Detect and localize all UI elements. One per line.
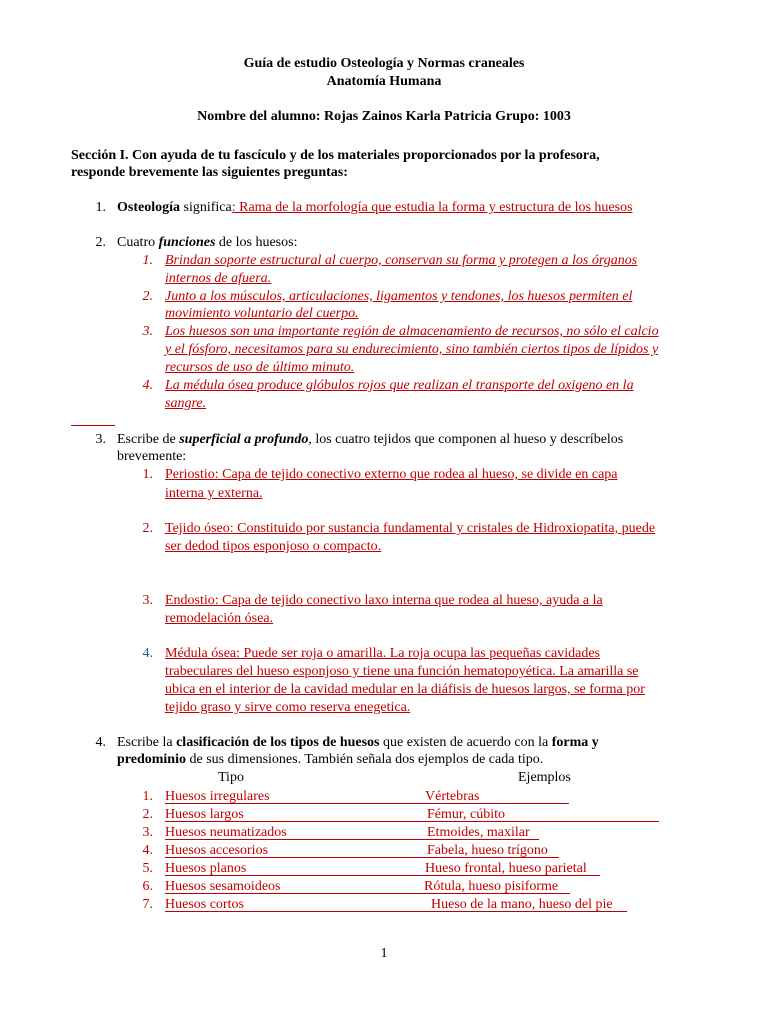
row-ejemplo: Rótula, hueso pisiforme: [424, 879, 559, 894]
suffix: , los cuatro tejidos que componen al hueso y descríbelos: [308, 432, 624, 447]
answer-line: ubica en el interior de la cavidad medular en la diáfisis de huesos largos, se forma por: [165, 682, 645, 697]
divider-line: [71, 425, 115, 426]
question-text: [117, 234, 297, 252]
row-tipo: Huesos cortos: [165, 897, 244, 912]
suffix: de sus dimensiones. También señala dos ejemplos de cada tipo.: [185, 752, 544, 767]
row-underline: [165, 911, 627, 912]
row-underline: [165, 839, 539, 840]
answer-line: Tejido óseo: Constituido por sustancia fundamental y cristales de Hidroxiopatita, puede: [165, 521, 656, 536]
term: funciones: [158, 235, 216, 250]
question-text-line-2: brevemente:: [117, 449, 187, 464]
question-number: 1.: [95, 200, 106, 215]
question-text: [117, 431, 623, 449]
answer-line: recursos de uso de último minuto.: [165, 360, 355, 375]
answer-line: remodelación ósea.: [165, 611, 274, 626]
question-text: [117, 199, 633, 217]
column-header-ejemplos: Ejemplos: [518, 770, 571, 785]
term: Osteología: [117, 200, 180, 215]
row-ejemplo: Hueso frontal, hueso parietal: [425, 861, 587, 876]
answer-line: Periostio: Capa de tejido conectivo externo que rodea al hueso, se divide en capa: [165, 467, 618, 482]
answer-line: y el fósforo, necesitamos para su endurecimiento, sino también ciertos tipos de lípidos y: [165, 342, 659, 357]
row-tipo: Huesos accesorios: [165, 843, 269, 858]
row-ejemplo: Hueso de la mano, hueso del pie: [431, 897, 613, 912]
row-tipo: Huesos irregulares: [165, 789, 270, 804]
answer-number: 1.: [142, 467, 153, 482]
row-number: 6.: [142, 879, 153, 894]
answer-line: sangre.: [165, 396, 207, 411]
row-ejemplo: Vértebras: [425, 789, 480, 804]
row-tipo: Huesos planos: [165, 861, 247, 876]
answer-line: interna y externa.: [165, 486, 263, 501]
page-number: 1: [380, 946, 388, 961]
prefix: Escribe de: [117, 432, 180, 447]
answer-line: Los huesos son una importante región de almacenamiento de recursos, no sólo el calcio: [165, 324, 659, 339]
mid: que existen de acuerdo con la: [379, 735, 552, 750]
column-header-tipo: Tipo: [218, 770, 244, 785]
row-number: 4.: [142, 843, 153, 858]
suffix: de los huesos:: [215, 235, 298, 250]
row-tipo: Huesos largos: [165, 807, 244, 822]
row-number: 7.: [142, 897, 153, 912]
row-number: 2.: [142, 807, 153, 822]
row-ejemplo: Fémur, cúbito: [427, 807, 505, 822]
row-number: 5.: [142, 861, 153, 876]
verb: significa: [180, 200, 232, 215]
answer-line: La médula ósea produce glóbulos rojos que realizan el transporte del oxigeno en la: [165, 378, 634, 393]
row-number: 1.: [142, 789, 153, 804]
question-number: 2.: [95, 235, 106, 250]
answer-number: 2.: [142, 289, 153, 304]
term: predominio: [117, 752, 186, 767]
document-title: Guía de estudio Osteología y Normas craneales: [243, 56, 525, 71]
section-heading-line-2: responde brevemente las siguientes preguntas:: [71, 165, 348, 180]
row-ejemplo: Fabela, hueso trígono: [427, 843, 548, 858]
row-tipo: Huesos sesamoideos: [165, 879, 281, 894]
answer-number: 4.: [142, 646, 153, 661]
answer-number: 1.: [142, 253, 153, 268]
answer-line: trabeculares del hueso esponjoso y tiene una función hematopoyética. La amarilla se: [165, 664, 639, 679]
term: clasificación de los tipos de huesos: [176, 735, 380, 750]
row-underline: [165, 893, 570, 894]
answer-line: Médula ósea: Puede ser roja o amarilla. La roja ocupa las pequeñas cavidades: [165, 646, 600, 661]
answer-number: 3.: [142, 324, 153, 339]
row-underline: [165, 803, 569, 804]
answer-line: internos de afuera.: [165, 271, 272, 286]
term: superficial a profundo: [179, 432, 309, 447]
row-ejemplo: Etmoides, maxilar: [427, 825, 530, 840]
document-subtitle: Anatomía Humana: [326, 74, 442, 89]
answer-number: 4.: [142, 378, 153, 393]
prefix: Escribe la: [117, 735, 177, 750]
answer-line: Junto a los músculos, articulaciones, ligamentos y tendones, los huesos permiten el: [165, 289, 633, 304]
section-heading-line-1: Sección I. Con ayuda de tu fascículo y de los materiales proporcionados por la profesora,: [71, 148, 600, 163]
answer-line: tejido graso y sirve como reserva enegetica.: [165, 700, 411, 715]
term: forma y: [551, 735, 599, 750]
answer-line: Endostio: Capa de tejido conectivo laxo interna que rodea al hueso, ayuda a la: [165, 593, 603, 608]
question-text: [117, 734, 599, 752]
prefix: Cuatro: [117, 235, 159, 250]
student-line: Nombre del alumno: Rojas Zainos Karla Patricia Grupo: 1003: [197, 109, 571, 124]
answer-number: 2.: [142, 521, 153, 536]
row-underline: [165, 875, 600, 876]
question-text-line-2: [117, 751, 543, 769]
answer: : Rama de la morfología que estudia la forma y estructura de los huesos: [231, 200, 633, 215]
answer-number: 3.: [142, 593, 153, 608]
row-underline: [165, 857, 559, 858]
row-number: 3.: [142, 825, 153, 840]
row-underline: [165, 821, 659, 822]
answer-line: movimiento voluntario del cuerpo.: [165, 306, 359, 321]
row-tipo: Huesos neumatizados: [165, 825, 287, 840]
answer-line: ser dedod tipos esponjoso o compacto.: [165, 539, 382, 554]
question-number: 4.: [95, 735, 106, 750]
answer-line: Brindan soporte estructural al cuerpo, conservan su forma y protegen a los órganos: [165, 253, 638, 268]
question-number: 3.: [95, 432, 106, 447]
